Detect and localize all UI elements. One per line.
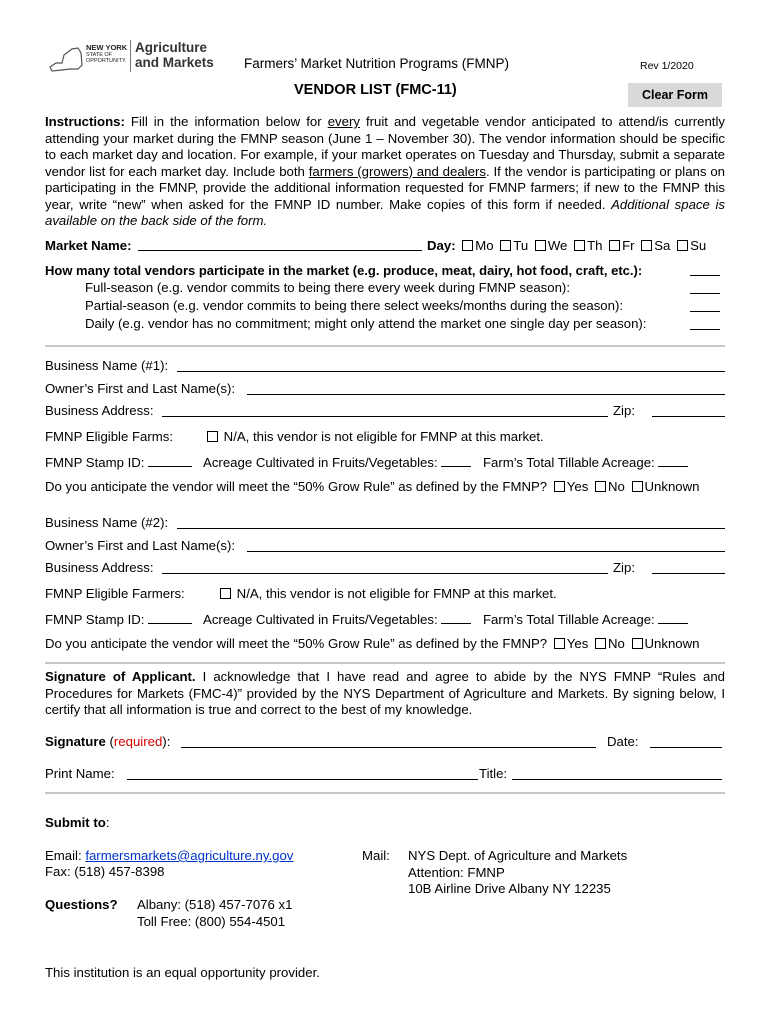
owner-label: Owner’s First and Last Name(s): [45,381,236,396]
submit-heading: Submit to: [45,815,110,830]
divider [45,662,725,664]
day-selector: Day: Mo Tu We Th Fr Sa Su [427,238,707,253]
vendor-2-unknown-checkbox[interactable] [632,638,643,649]
vendor-2-business-name-field[interactable] [177,516,725,529]
logo-ny-line3: OPPORTUNITY. [86,58,127,64]
day-checkbox-we[interactable] [535,240,546,251]
vendor-2-stamp-field[interactable] [148,611,192,624]
logo-ny-line2: STATE OF [86,52,113,58]
title-label: Title: [479,766,508,781]
vendor-2-stamp-row: FMNP Stamp ID: Acreage Cultivated in Fruits/Vegetables: Farm’s Total Tillable Acreage: [45,611,688,627]
date-label: Date: [607,734,639,749]
vendor-1-stamp-row: FMNP Stamp ID: Acreage Cultivated in Fruits/Vegetables: Farm’s Total Tillable Acreage: [45,454,688,470]
daily-label: Daily (e.g. vendor has no commitment; might only attend the market one single day per season): [85,316,647,331]
divider [45,792,725,794]
vendor-1-grow-rule: Do you anticipate the vendor will meet the “50% Grow Rule” as defined by the FMNP? Yes No Unknown [45,479,700,494]
vendor-1-unknown-checkbox[interactable] [632,481,643,492]
vendor-2-zip-field[interactable] [652,561,725,574]
day-checkbox-su[interactable] [677,240,688,251]
vendor-1-address-field[interactable] [162,404,608,417]
business-name-label: Business Name (#1): [45,358,169,373]
vendor-2-owner-field[interactable] [247,539,725,552]
vendor-2-grow-rule: Do you anticipate the vendor will meet the “50% Grow Rule” as defined by the FMNP? Yes No Unknown [45,636,700,651]
full-season-field[interactable] [690,281,720,294]
mail-address: NYS Dept. of Agriculture and Markets Attention: FMNP 10B Airline Drive Albany NY 12235 [408,848,628,896]
eligible-label: FMNP Eligible Farmers: [45,586,185,601]
questions-label: Questions? [45,897,118,912]
mail-label: Mail: [362,848,390,863]
business-name-label: Business Name (#2): [45,515,169,530]
signature-field[interactable] [181,735,596,748]
market-name-label: Market Name: [45,238,132,253]
new-york-state-icon [48,45,86,75]
vendor-2-address-field[interactable] [162,561,608,574]
program-title: Farmers’ Market Nutrition Programs (FMNP) [244,56,510,71]
vendor-2-acreage-field[interactable] [441,611,471,624]
date-field[interactable] [650,735,722,748]
vendor-1-zip-field[interactable] [652,404,725,417]
logo-agency-line1: Agriculture [135,40,208,55]
required-marker: required [113,734,163,749]
vendor-1-na-option: N/A, this vendor is not eligible for FMNP at this market. [204,429,544,444]
instructions: Instructions: Fill in the information below for every fruit and vegetable vendor anticipated to attend/is currently attending your market during the FMNP season (June 1 – November 30). The vendor information should be specific to each market day and location. For example, if your market operates on Tuesday and Thursday, submit a separate vendor list for each market day. Include both farmers (growers) and dealers. If the vendor is participating or plans on participating in the FMNP, provide the additional information requested for FMNP farmers; if new to the FMNP this year, write “new” when asked for the FMNP ID number. Make copies of this form if needed. Additional space is available on the back side of the form. [45,114,725,228]
vendor-1-acreage-field[interactable] [441,454,471,467]
vendor-2-yes-checkbox[interactable] [554,638,565,649]
vendor-1-stamp-field[interactable] [148,454,192,467]
total-vendors-field[interactable] [690,263,720,276]
signature-statement: Signature of Applicant. I acknowledge that I have read and agree to abide by the NYS FMNP “Rules and Procedures for Markets (FMC-4)” provided by the NYS Department of Agriculture and Markets. By signing below, I certify that all information is true and correct to the best of my knowledge. [45,669,725,717]
vendor-1-yes-checkbox[interactable] [554,481,565,492]
zip-label: Zip: [613,403,635,418]
vendor-1-na-checkbox[interactable] [207,431,218,442]
vendor-2-na-option: N/A, this vendor is not eligible for FMNP at this market. [217,586,557,601]
footer-notice: This institution is an equal opportunity provider. [45,965,320,980]
print-name-field[interactable] [127,767,478,780]
day-checkbox-tu[interactable] [500,240,511,251]
email-link[interactable]: farmersmarkets@agriculture.ny.gov [85,848,294,863]
vendor-2-na-checkbox[interactable] [220,588,231,599]
vendor-2-no-checkbox[interactable] [595,638,606,649]
divider [45,345,725,347]
vendor-1-owner-field[interactable] [247,382,725,395]
full-season-label: Full-season (e.g. vendor commits to being there every week during FMNP season): [85,280,570,295]
questions-phones: Albany: (518) 457-7076 x1 Toll Free: (800) 554-4501 [137,897,293,929]
day-checkbox-mo[interactable] [462,240,473,251]
instructions-label: Instructions: [45,114,125,129]
address-label: Business Address: [45,403,154,418]
title-field[interactable] [512,767,722,780]
fax-line: Fax: (518) 457-8398 [45,864,165,879]
market-name-field[interactable] [138,238,422,251]
nys-logo [48,40,218,80]
daily-field[interactable] [690,317,720,330]
email-line: Email: farmersmarkets@agriculture.ny.gov [45,848,294,863]
zip-label: Zip: [613,560,635,575]
vendor-1-tillable-field[interactable] [658,454,688,467]
vendor-1-business-name-field[interactable] [177,359,725,372]
signature-label: Signature (required): [45,734,171,749]
form-title: VENDOR LIST (FMC-11) [294,82,457,98]
partial-season-field[interactable] [690,299,720,312]
day-checkbox-th[interactable] [574,240,585,251]
revision: Rev 1/2020 [640,60,694,72]
vendor-1-no-checkbox[interactable] [595,481,606,492]
address-label: Business Address: [45,560,154,575]
partial-season-label: Partial-season (e.g. vendor commits to being there select weeks/months during the season): [85,298,624,313]
eligible-label: FMNP Eligible Farms: [45,429,173,444]
day-checkbox-fr[interactable] [609,240,620,251]
logo-ny-line1: NEW YORK [86,43,128,52]
print-name-label: Print Name: [45,766,115,781]
vendor-2-tillable-field[interactable] [658,611,688,624]
total-vendors-question: How many total vendors participate in the market (e.g. produce, meat, dairy, hot food, craft, etc.): [45,263,643,278]
clear-form-button[interactable]: Clear Form [628,83,722,107]
logo-agency-line2: and Markets [135,55,214,70]
owner-label: Owner’s First and Last Name(s): [45,538,236,553]
day-checkbox-sa[interactable] [641,240,652,251]
